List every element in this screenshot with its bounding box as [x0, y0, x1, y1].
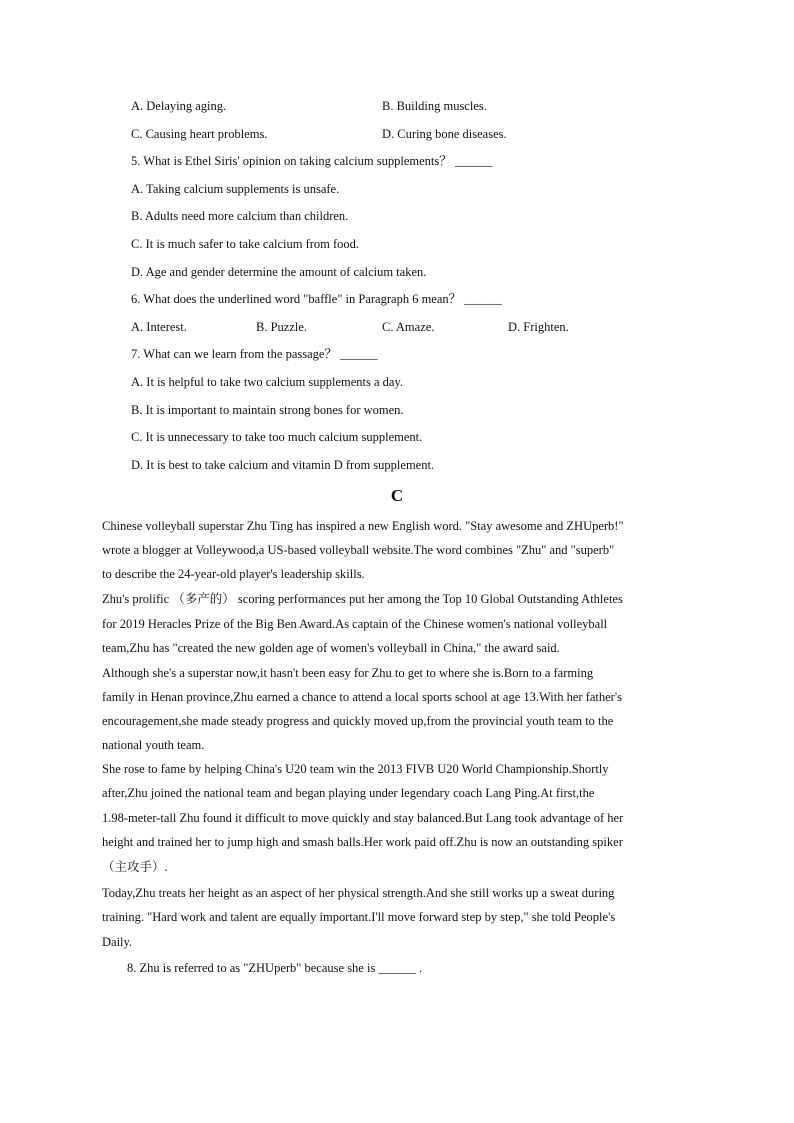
q8-stem: 8. Zhu is referred to as "ZHUperb" because she is ______ . [127, 961, 423, 975]
passage-line: family in Henan province,Zhu earned a chance to attend a local sports school at age 13.With her father's [102, 690, 622, 704]
passage-line: wrote a blogger at Volleywood,a US-based volleyball website.The word combines "Zhu" and "superb" [102, 543, 615, 557]
q6-option-c: C. Amaze. [382, 320, 435, 334]
passage-line: to describe the 24-year-old player's leadership skills. [102, 567, 365, 581]
q4-option-a: A. Delaying aging. [131, 99, 227, 113]
q4-option-b: B. Building muscles. [382, 99, 487, 113]
passage-line: Chinese volleyball superstar Zhu Ting has inspired a new English word. "Stay awesome and ZHUperb!" [102, 519, 624, 533]
q6-stem: 6. What does the underlined word "baffle" in Paragraph 6 mean？ ______ [131, 292, 502, 306]
passage-line: 1.98-meter-tall Zhu found it difficult to move quickly and stay balanced.But Lang took advantage of her [102, 811, 624, 825]
passage-line: team,Zhu has "created the new golden age of women's volleyball in China," the award said. [102, 641, 560, 655]
q6-option-a: A. Interest. [131, 320, 187, 334]
q6-option-d: D. Frighten. [508, 320, 569, 334]
passage-line: Today,Zhu treats her height as an aspect of her physical strength.And she still works up a sweat during [102, 886, 615, 900]
passage-line: She rose to fame by helping China's U20 team win the 2013 FIVB U20 World Championship.Shortly [102, 762, 609, 776]
q4-option-c: C. Causing heart problems. [131, 127, 268, 141]
q5-option-a: A. Taking calcium supplements is unsafe. [131, 182, 340, 196]
q5-option-d: D. Age and gender determine the amount of calcium taken. [131, 265, 427, 279]
passage-line: （主攻手）. [102, 860, 168, 874]
q7-option-c: C. It is unnecessary to take too much calcium supplement. [131, 430, 423, 444]
q7-option-b: B. It is important to maintain strong bones for women. [131, 403, 404, 417]
q5-option-c: C. It is much safer to take calcium from food. [131, 237, 360, 251]
q4-option-d: D. Curing bone diseases. [382, 127, 507, 141]
q7-option-a: A. It is helpful to take two calcium supplements a day. [131, 375, 404, 389]
section-title: C [390, 486, 404, 505]
passage-line: Zhu's prolific （多产的） scoring performances put her among the Top 10 Global Outstanding Athletes [102, 592, 623, 606]
passage-line: training. "Hard work and talent are equally important.I'll move forward step by step," she told People's [102, 910, 616, 924]
q5-option-b: B. Adults need more calcium than children. [131, 209, 349, 223]
passage-line: national youth team. [102, 738, 205, 752]
q5-stem: 5. What is Ethel Siris' opinion on taking calcium supplements？ ______ [131, 154, 493, 168]
q7-stem: 7. What can we learn from the passage？ ______ [131, 347, 378, 361]
passage-line: for 2019 Heracles Prize of the Big Ben Award.As captain of the Chinese women's national volleyball [102, 617, 608, 631]
passage-line: Daily. [102, 935, 133, 949]
passage-line: height and trained her to jump high and smash balls.Her work paid off.Zhu is now an outstanding spiker [102, 835, 623, 849]
passage-line: encouragement,she made steady progress and quickly moved up,from the provincial youth team to the [102, 714, 614, 728]
passage-line: after,Zhu joined the national team and began playing under legendary coach Lang Ping.At first,the [102, 786, 595, 800]
passage-line: Although she's a superstar now,it hasn't been easy for Zhu to get to where she is.Born to a farming [102, 666, 594, 680]
q7-option-d: D. It is best to take calcium and vitamin D from supplement. [131, 458, 435, 472]
q6-option-b: B. Puzzle. [256, 320, 308, 334]
